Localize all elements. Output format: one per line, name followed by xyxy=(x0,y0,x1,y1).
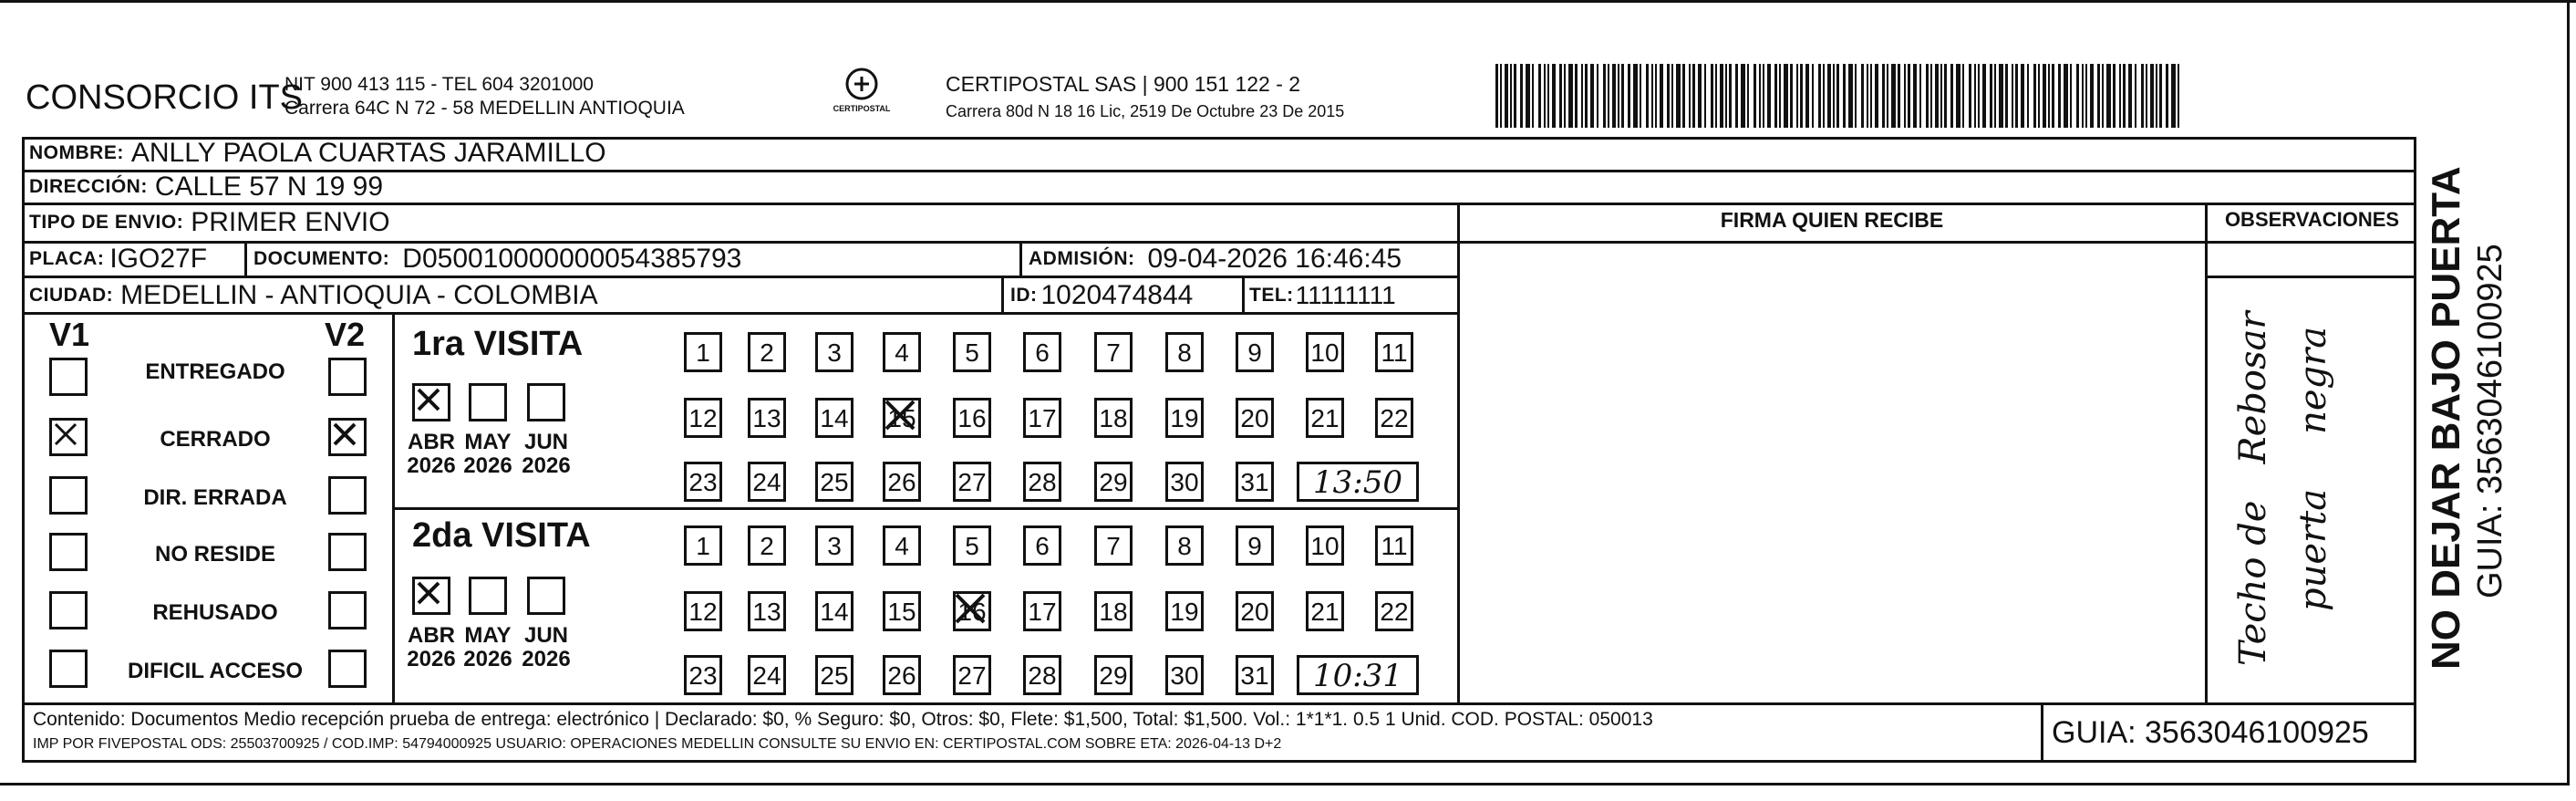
visit1-day[interactable]: 24 xyxy=(748,462,786,502)
visit1-month-label: MAY 2026 xyxy=(463,430,512,478)
visit1-day[interactable]: 15 xyxy=(883,398,921,438)
admision-row xyxy=(1029,243,1402,276)
visit1-month-label: JUN 2026 xyxy=(522,430,571,478)
visit2-day[interactable]: 22 xyxy=(1375,591,1413,631)
visit1-day[interactable]: 8 xyxy=(1165,332,1204,372)
visit1-time: 13:50 xyxy=(1297,462,1419,502)
visit2-month-label: MAY 2026 xyxy=(463,623,512,671)
visit2-day[interactable]: 21 xyxy=(1306,591,1344,631)
admision-value: 09-04-2026 16:46:45 xyxy=(1147,244,1402,274)
visit2-day[interactable]: 3 xyxy=(815,525,853,566)
visit1-day[interactable]: 2 xyxy=(748,332,786,372)
visit1-day[interactable]: 25 xyxy=(815,462,853,502)
visit2-day-check-mark xyxy=(953,591,993,641)
visit2-day[interactable]: 25 xyxy=(815,655,853,695)
visit2-day[interactable]: 31 xyxy=(1236,655,1274,695)
id-row xyxy=(1010,278,1193,312)
visit1-day[interactable]: 3 xyxy=(815,332,853,372)
visit2-day[interactable]: 9 xyxy=(1236,525,1274,566)
visit1-day[interactable]: 1 xyxy=(684,332,722,372)
v2-checkbox[interactable] xyxy=(328,418,367,456)
id-value: 1020474844 xyxy=(1040,279,1194,310)
footer-imp: IMP POR FIVEPOSTAL ODS: 25503700925 / COD.IMP: 54794000925 USUARIO: OPERACIONES MEDELLIN CONSULTE SU ENVIO EN: CERTIPOSTAL.COM SOBRE ETA: 2026-04-13 D+2 xyxy=(33,736,1282,752)
v1-label: V1 xyxy=(49,316,90,353)
direccion-value: CALLE 57 N 19 99 xyxy=(154,172,384,202)
visit2-day[interactable]: 26 xyxy=(883,655,921,695)
visit1-day[interactable]: 30 xyxy=(1165,462,1204,502)
visit2-day[interactable]: 14 xyxy=(815,591,853,631)
carrier-logo xyxy=(830,66,894,120)
visit1-day[interactable]: 27 xyxy=(953,462,991,502)
visit1-month-checkbox[interactable] xyxy=(469,383,507,421)
visit1-day[interactable]: 28 xyxy=(1023,462,1061,502)
v2-checkbox[interactable] xyxy=(328,650,367,688)
visit2-title: 2da VISITA xyxy=(412,516,591,555)
visit1-day[interactable]: 21 xyxy=(1306,398,1344,438)
right-border xyxy=(2567,0,2570,783)
visit1-day[interactable]: 29 xyxy=(1094,462,1133,502)
visit2-day[interactable]: 24 xyxy=(748,655,786,695)
visit1-day[interactable]: 5 xyxy=(953,332,991,372)
observaciones-header: OBSERVACIONES xyxy=(2224,208,2400,231)
visit2-day[interactable]: 28 xyxy=(1023,655,1061,695)
visit1-day[interactable]: 19 xyxy=(1165,398,1204,438)
nombre-row xyxy=(29,137,606,170)
tel-value: 11111111 xyxy=(1295,280,1396,309)
ciudad-row xyxy=(29,278,598,312)
visit1-day[interactable]: 26 xyxy=(883,462,921,502)
observaciones-handwritten xyxy=(2232,283,2415,666)
obs-line-1: Techo de Rebosar xyxy=(2232,311,2274,666)
visit2-day[interactable]: 2 xyxy=(748,525,786,566)
visit2-day[interactable]: 23 xyxy=(684,655,722,695)
visit1-day[interactable]: 4 xyxy=(883,332,921,372)
ciudad-label: CIUDAD: xyxy=(29,284,114,306)
id-label: ID: xyxy=(1010,284,1038,306)
visit2-day[interactable]: 20 xyxy=(1236,591,1274,631)
visit2-day[interactable]: 17 xyxy=(1023,591,1061,631)
visit1-day[interactable]: 13 xyxy=(748,398,786,438)
documento-label: DOCUMENTO: xyxy=(253,248,390,269)
visit2-day[interactable]: 5 xyxy=(953,525,991,566)
visit1-day[interactable]: 14 xyxy=(815,398,853,438)
placa-row xyxy=(29,243,207,276)
tel-label: TEL: xyxy=(1249,284,1294,306)
tipo-row xyxy=(29,205,390,240)
status-label: NO RESIDE xyxy=(154,542,276,567)
visit1-day[interactable]: 12 xyxy=(684,398,722,438)
visit1-day[interactable]: 22 xyxy=(1375,398,1413,438)
v1-checkbox[interactable] xyxy=(49,418,88,456)
tipo-value: PRIMER ENVIO xyxy=(191,207,390,237)
nombre-value: ANLLY PAOLA CUARTAS JARAMILLO xyxy=(130,138,606,168)
v2-checkbox[interactable] xyxy=(328,358,367,396)
status-label: ENTREGADO xyxy=(145,359,285,384)
visit2-day[interactable]: 15 xyxy=(883,591,921,631)
visit1-day[interactable]: 10 xyxy=(1306,332,1344,372)
visit2-month-label: ABR 2026 xyxy=(407,623,456,671)
visit2-day[interactable]: 7 xyxy=(1094,525,1133,566)
company-nit: NIT 900 413 115 - TEL 604 3201000 xyxy=(284,74,594,95)
visit2-day[interactable]: 4 xyxy=(883,525,921,566)
visit1-day[interactable]: 9 xyxy=(1236,332,1274,372)
company-address: Carrera 64C N 72 - 58 MEDELLIN ANTIOQUIA xyxy=(284,98,685,119)
documento-value: D050010000000054385793 xyxy=(402,244,742,274)
visit1-day[interactable]: 16 xyxy=(953,398,991,438)
top-border xyxy=(0,0,2576,3)
visit1-day[interactable]: 20 xyxy=(1236,398,1274,438)
visit1-month-checkbox[interactable] xyxy=(412,383,450,421)
visit2-day[interactable]: 18 xyxy=(1094,591,1133,631)
nombre-label: NOMBRE: xyxy=(29,142,124,163)
carrier-address: Carrera 80d N 18 16 Lic, 2519 De Octubre 23 De 2015 xyxy=(946,102,1345,120)
v2-checkbox[interactable] xyxy=(328,533,367,571)
visit2-time: 10:31 xyxy=(1297,655,1419,695)
visit2-day[interactable]: 30 xyxy=(1165,655,1204,695)
visit1-day[interactable]: 7 xyxy=(1094,332,1133,372)
placa-value: IGO27F xyxy=(109,244,208,274)
v1-checkbox[interactable] xyxy=(49,358,88,396)
visit2-day[interactable]: 10 xyxy=(1306,525,1344,566)
footer-contenido: Contenido: Documentos Medio recepción prueba de entrega: electrónico | Declarado: $0, % Seguro: $0, Otros: $0, Flete: $1,500, Total: $1,500. Vol.: 1*1*1. 0.5 1 Unid. COD. POSTAL: 050013 xyxy=(33,709,1653,730)
v1-checkbox[interactable] xyxy=(49,650,88,688)
documento-row xyxy=(253,243,741,276)
visit1-day[interactable]: 23 xyxy=(684,462,722,502)
v2-label: V2 xyxy=(325,316,366,353)
obs-line-2: puerta negra xyxy=(2292,326,2334,611)
visit1-day-check-mark xyxy=(883,398,923,448)
visit2-day[interactable]: 29 xyxy=(1094,655,1133,695)
visit2-day[interactable]: 27 xyxy=(953,655,991,695)
visit2-day[interactable]: 6 xyxy=(1023,525,1061,566)
visit1-day[interactable]: 6 xyxy=(1023,332,1061,372)
visit2-day[interactable]: 13 xyxy=(748,591,786,631)
visit2-day[interactable]: 11 xyxy=(1375,525,1413,566)
visit2-month-label: JUN 2026 xyxy=(522,623,571,671)
visit1-day[interactable]: 17 xyxy=(1023,398,1061,438)
barcode xyxy=(1495,64,2179,128)
status-label: DIFICIL ACCESO xyxy=(127,659,303,683)
carrier-name: CERTIPOSTAL SAS | 900 151 122 - 2 xyxy=(946,72,1301,96)
bottom-border xyxy=(0,783,2570,785)
company-name: CONSORCIO ITS xyxy=(26,78,304,117)
visit2-month-checkbox[interactable] xyxy=(469,577,507,615)
v1-checkbox[interactable] xyxy=(49,533,88,571)
tel-row xyxy=(1249,278,1396,312)
visit1-day[interactable]: 18 xyxy=(1094,398,1133,438)
visit2-day[interactable]: 8 xyxy=(1165,525,1204,566)
visit1-title: 1ra VISITA xyxy=(412,325,584,363)
firma-header: FIRMA QUIEN RECIBE xyxy=(1720,208,1944,232)
v1-checkbox[interactable] xyxy=(49,476,88,515)
visit1-month-checkbox[interactable] xyxy=(527,383,565,421)
visit2-day[interactable]: 16 xyxy=(953,591,991,631)
direccion-row xyxy=(29,172,383,203)
v1-checkbox[interactable] xyxy=(49,591,88,629)
status-label: DIR. ERRADA xyxy=(143,485,287,510)
visit2-day[interactable]: 12 xyxy=(684,591,722,631)
status-label: REHUSADO xyxy=(152,600,278,625)
admision-label: ADMISIÓN: xyxy=(1029,248,1135,269)
visit1-day[interactable]: 31 xyxy=(1236,462,1274,502)
visit2-day[interactable]: 1 xyxy=(684,525,722,566)
footer-guia: GUIA: 3563046100925 xyxy=(2052,715,2369,750)
side-warning: NO DEJAR BAJO PUERTA xyxy=(2424,166,2468,670)
placa-label: PLACA: xyxy=(29,248,105,269)
status-label: CERRADO xyxy=(160,427,271,452)
side-guia: GUIA: 3563046100925 xyxy=(2471,244,2509,598)
visit2-month-checkbox[interactable] xyxy=(527,577,565,615)
v2-checkbox[interactable] xyxy=(328,476,367,515)
v2-checkbox[interactable] xyxy=(328,591,367,629)
tipo-label: TIPO DE ENVIO: xyxy=(29,212,184,233)
ciudad-value: MEDELLIN - ANTIOQUIA - COLOMBIA xyxy=(120,279,598,310)
direccion-label: DIRECCIÓN: xyxy=(29,176,148,197)
visit2-month-checkbox[interactable] xyxy=(412,577,450,615)
carrier-logo-text: CERTIPOSTAL xyxy=(833,104,891,113)
visit1-day[interactable]: 11 xyxy=(1375,332,1413,372)
visit1-month-label: ABR 2026 xyxy=(407,430,456,478)
visit2-day[interactable]: 19 xyxy=(1165,591,1204,631)
